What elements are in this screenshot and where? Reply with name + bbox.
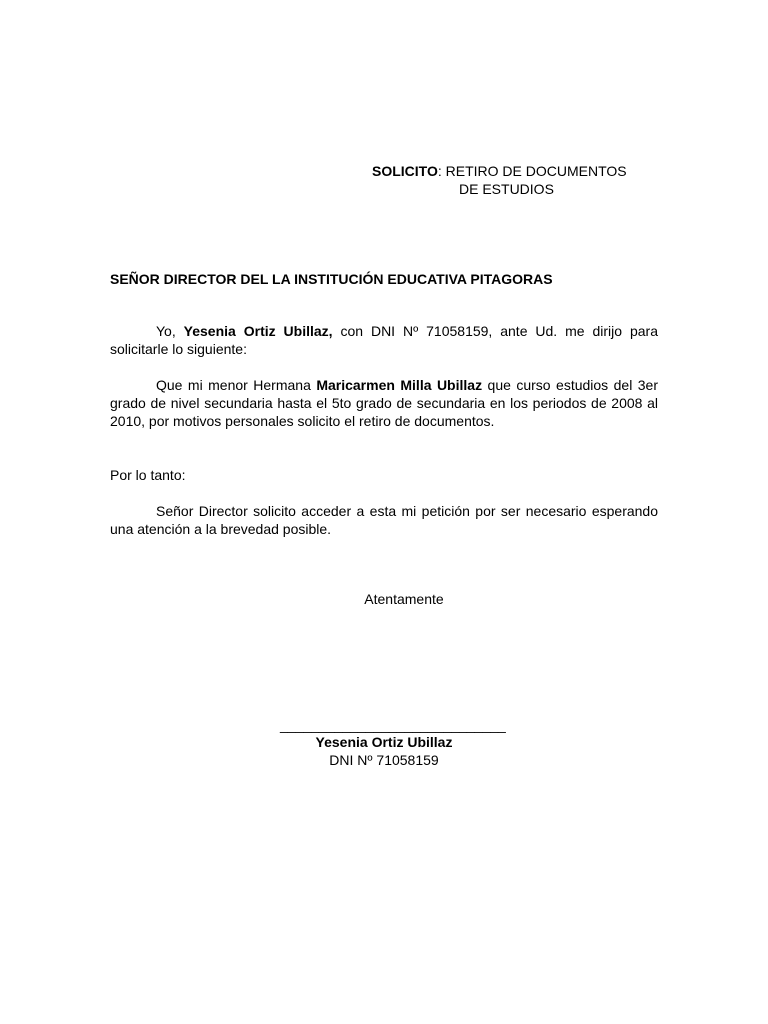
signature-name: Yesenia Ortiz Ubillaz <box>315 734 453 750</box>
signature-line: _____________________________ <box>280 717 506 733</box>
closing-salutation: Atentamente <box>364 591 444 607</box>
subject-line-1 <box>372 162 672 180</box>
paragraph-1-suffix: con DNI Nº 71058159, ante Ud. me dirijo para solicitarle lo siguiente: <box>110 323 658 357</box>
subject-text-1: : RETIRO DE DOCUMENTOS <box>437 163 627 179</box>
subject-block <box>372 162 672 198</box>
applicant-name: Yesenia Ortiz Ubillaz, <box>183 323 333 339</box>
paragraph-2-suffix: que curso estudios del 3er grado de nivel secundaria hasta el 5to grado de secundaria en los periodos de 2008 al 2010, por motivos personales solicito el retiro de documentos. <box>110 377 659 429</box>
subject-line-2: DE ESTUDIOS <box>459 181 554 197</box>
paragraph-2-prefix: Que mi menor Hermana <box>156 377 317 393</box>
paragraph-identification <box>110 322 658 358</box>
paragraph-petition: Señor Director solicito acceder a esta mi petición por ser necesario esperando una atención a la brevedad posible. <box>110 503 658 537</box>
subject-label: SOLICITO <box>372 163 438 179</box>
paragraph-1-prefix: Yo, <box>156 323 184 339</box>
paragraph-transition: Por lo tanto: <box>110 467 186 483</box>
addressee-heading: SEÑOR DIRECTOR DEL LA INSTITUCIÓN EDUCATIVA PITAGORAS <box>110 271 553 287</box>
student-name: Maricarmen Milla Ubillaz <box>316 377 483 393</box>
signature-dni: DNI Nº 71058159 <box>329 752 439 768</box>
paragraph-request <box>110 376 658 430</box>
